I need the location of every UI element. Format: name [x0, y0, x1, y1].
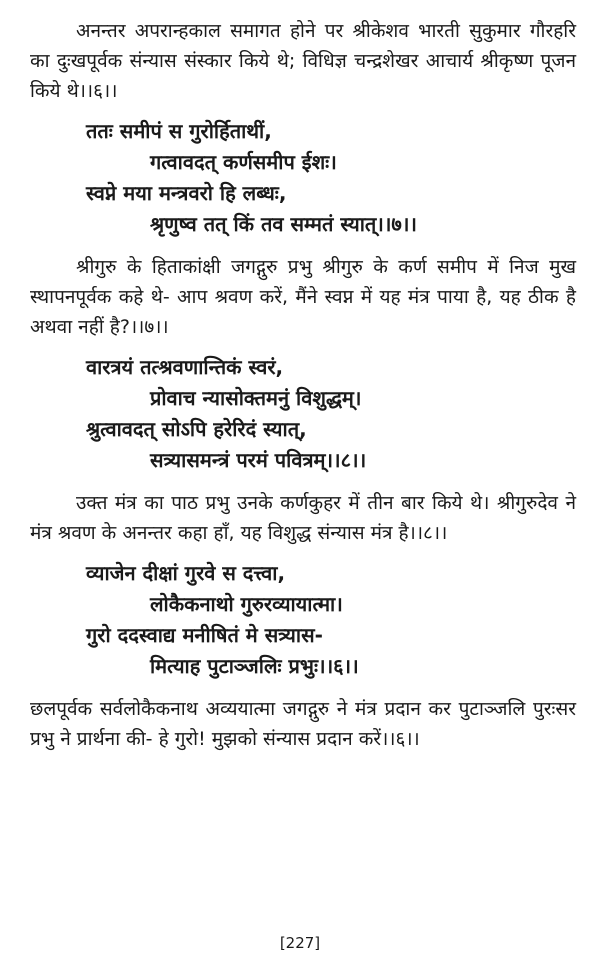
- verse-8-line-3: श्रुत्वावदत् सोऽपि हरेरिदं स्यात्,: [86, 417, 307, 441]
- verse-8-line-1: वारत्रयं तत्श्रवणान्तिकं स्वरं,: [86, 355, 284, 379]
- verse-9-line-2: लोकैकनाथो गुरुरव्यायात्मा।: [150, 592, 343, 616]
- sanskrit-verse-9: [30, 558, 576, 682]
- commentary-paragraph-6: अनन्तर अपरान्हकाल समागत होने पर श्रीकेशव भारती सुकुमार गौरहरि का दुःखपूर्वक संन्यास संस्कार किये थे; विधिज्ञ चन्द्रशेखर आचार्य श्रीकृष्ण पूजन किये थे।।६।।: [30, 20, 576, 102]
- sanskrit-verse-7: [30, 116, 576, 240]
- page-number: [227]: [279, 934, 321, 952]
- verse-7-line-4: श्रृणुष्व तत् किं तव सम्मतं स्यात्।।७।।: [150, 212, 417, 236]
- verse-7-line-1: ततः समीपं स गुरोर्हिताथीं,: [86, 119, 272, 143]
- sanskrit-verse-8: [30, 352, 576, 476]
- commentary-paragraph-9: छलपूर्वक सर्वलोकैकनाथ अव्ययात्मा जगद्गुरु ने मंत्र प्रदान कर पुटाञ्जलि पुरःसर प्रभु ने प्रार्थना की- हे गुरो! मुझको संन्यास प्रदान करें।।६।।: [30, 698, 576, 750]
- verse-9-line-3: गुरो ददस्वाद्य मनीषितं मे सत्र्यास-: [86, 623, 323, 647]
- verse-9-line-1: व्याजेन दीक्षां गुरवे स दत्त्वा,: [86, 561, 286, 585]
- commentary-paragraph-7: श्रीगुरु के हिताकांक्षी जगद्गुरु प्रभु श्रीगुरु के कर्ण समीप में निज मुख स्थापनपूर्वक कहे थे- आप श्रवण करें, मैंने स्वप्न में यह मंत्र पाया है, यह ठीक है अथवा नहीं है?।।७।।: [30, 256, 576, 338]
- commentary-paragraph-8: उक्त मंत्र का पाठ प्रभु उनके कर्णकुहर में तीन बार किये थे। श्रीगुरुदेव ने मंत्र श्रवण के अनन्तर कहा हाँ, यह विशुद्ध संन्यास मंत्र है।।८।।: [30, 492, 576, 544]
- verse-8-line-4: सत्र्यासमन्त्रं परमं पवित्रम्।।८।।: [150, 448, 367, 472]
- verse-9-line-4: मित्याह पुटाञ्जलिः प्रभुः।।६।।: [150, 654, 359, 678]
- verse-7-line-3: स्वप्ने मया मन्त्रवरो हि लब्धः,: [86, 181, 287, 205]
- verse-8-line-2: प्रोवाच न्यासोक्तमनुं विशुद्धम्।: [150, 386, 362, 410]
- verse-7-line-2: गत्वावदत् कर्णसमीप ईशः।: [150, 150, 337, 174]
